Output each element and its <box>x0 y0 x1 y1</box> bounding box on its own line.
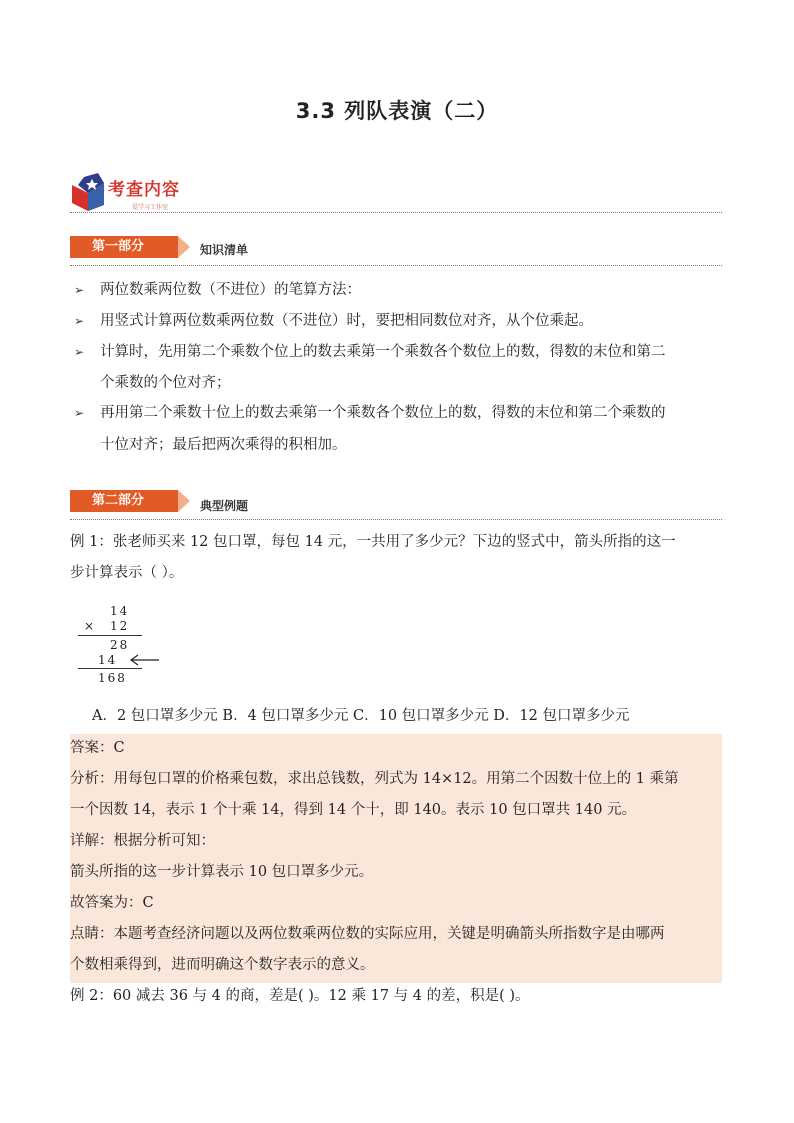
comment-continued: 个数相乘得到，进而明确这个数字表示的意义。 <box>70 957 375 973</box>
bullet-icon: ➢ <box>74 345 85 359</box>
calc-times-sign: × <box>84 619 97 633</box>
knowledge-item-continued: 十位对齐；最后把两次乘得的积相加。 <box>100 437 347 453</box>
divider <box>70 519 722 520</box>
section-2-subtitle: 典型例题 <box>200 499 249 513</box>
calc-line <box>78 668 142 669</box>
calc-multiplicand: 14 <box>110 604 130 618</box>
calc-result: 168 <box>98 671 127 685</box>
example-1-question-continued: 步计算表示（ ）。 <box>70 565 184 581</box>
bullet-icon: ➢ <box>74 314 85 328</box>
knowledge-item-continued: 个乘数的个位对齐； <box>100 375 231 391</box>
knowledge-item: 两位数乘两位数（不进位）的笔算方法： <box>100 282 361 298</box>
bullet-icon: ➢ <box>74 406 85 420</box>
knowledge-item: 计算时，先用第二个乘数个位上的数去乘第一个乘数各个数位上的数，得数的末位和第二 <box>100 344 666 360</box>
section-1-label: 第一部分 <box>70 236 178 258</box>
comment: 点睛：本题考查经济问题以及两位数乘两位数的实际应用，关键是明确箭头所指数字是由哪两 <box>70 926 665 942</box>
analysis-continued: 一个因数 14，表示 1 个十乘 14，得到 14 个十，即 140。表示 10 包口罩共 140 元。 <box>70 802 637 818</box>
example-1-question: 例 1：张老师买来 12 包口罩，每包 14 元，一共用了多少元？下边的竖式中，箭头所指的这一 <box>70 534 676 550</box>
logo-subtext: 爱学习工作室 <box>132 204 169 211</box>
answer: 答案：C <box>70 740 125 756</box>
section-2-label: 第二部分 <box>70 490 178 512</box>
example-1-options: A．2 包口罩多少元 B．4 包口罩多少元 C．10 包口罩多少元 D．12 包口罩多少元 <box>92 708 630 724</box>
calc-line <box>78 635 142 636</box>
section-1-subtitle: 知识清单 <box>200 243 249 257</box>
calc-partial-2: 14 <box>98 653 118 667</box>
analysis: 分析：用每包口罩的价格乘包数，求出总钱数，列式为 14×12。用第二个因数十位上的 1 乘第 <box>70 771 679 787</box>
final-answer: 故答案为：C <box>70 895 154 911</box>
logo-text: 考查内容 <box>108 180 180 200</box>
page-title: 3.3 列队表演（二） <box>295 99 499 123</box>
example-2-question: 例 2：60 减去 36 与 4 的商，差是( )。12 乘 17 与 4 的差，积是( )。 <box>70 988 530 1004</box>
detail-continued: 箭头所指的这一步计算表示 10 包口罩多少元。 <box>70 864 374 880</box>
calc-partial-1: 28 <box>110 638 130 652</box>
knowledge-item: 用竖式计算两位数乘两位数（不进位）时，要把相同数位对齐，从个位乘起。 <box>100 313 593 329</box>
arrow-left-icon <box>128 653 160 667</box>
calc-multiplier: 12 <box>110 619 130 633</box>
divider <box>70 265 722 266</box>
divider <box>70 212 722 213</box>
bullet-icon: ➢ <box>74 283 85 297</box>
detail: 详解：根据分析可知： <box>70 833 215 849</box>
knowledge-item: 再用第二个乘数十位上的数去乘第一个乘数各个数位上的数，得数的末位和第二个乘数的 <box>100 405 666 421</box>
